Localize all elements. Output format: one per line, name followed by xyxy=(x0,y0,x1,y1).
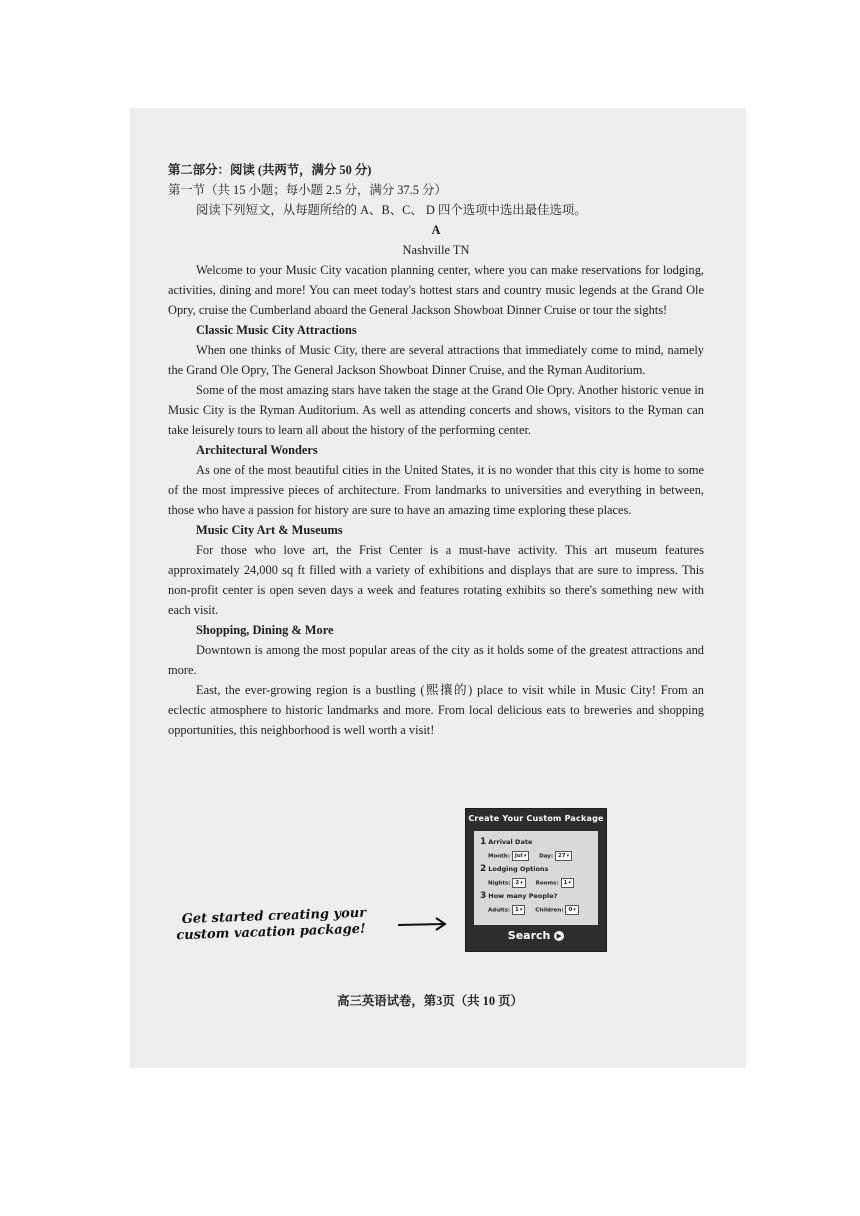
step-label: Arrival Date xyxy=(488,838,533,846)
intro-paragraph: Welcome to your Music City vacation planning center, where you can make reservations for lodging, activities, dining and more! You can meet today's hottest stars and country music legends at the Grand Ole Opry, cruise the Cumberland aboard the General Jackson Showboat Dinner Cruise or tour the sights! xyxy=(168,263,704,317)
chevron-down-icon: ▾ xyxy=(520,880,523,886)
paragraph: For those who love art, the Frist Center is a must-have activity. This art museum features approximately 24,000 sq ft filled with a variety of exhibitions and displays that are sure to impress. This non-profit center is open seven days a week and features rotating exhibits so there's something new with each visit. xyxy=(168,543,704,617)
day-select[interactable] xyxy=(555,851,572,861)
step-label: Lodging Options xyxy=(488,865,549,873)
instruction: 阅读下列短文，从每题所给的 A、B、C、 D 四个选项中选出最佳选项。 xyxy=(196,203,587,217)
search-button[interactable] xyxy=(466,929,606,942)
paragraph: When one thinks of Music City, there are several attractions that immediately come to mind, namely the Grand Ole Opry, The General Jackson Showboat Dinner Cruise, and the Ryman Auditorium. xyxy=(168,343,704,377)
passage-title: Nashville TN xyxy=(402,243,470,257)
section-heading: 第二部分：阅读 (共两节，满分 50 分) xyxy=(168,163,372,177)
widget-form xyxy=(474,831,598,925)
children-value: 0 xyxy=(568,907,573,913)
rooms-value: 1 xyxy=(563,880,568,886)
day-label: Day: xyxy=(539,853,554,860)
people-row xyxy=(488,905,587,915)
note-line: Get started creating your xyxy=(181,905,367,928)
section-heading-architecture: Architectural Wonders xyxy=(196,443,318,457)
section-heading-shopping: Shopping, Dining & More xyxy=(196,623,334,637)
day-value: 27 xyxy=(557,853,566,859)
adults-label: Adults: xyxy=(488,907,511,914)
step-arrival xyxy=(480,837,532,847)
step-number: 3 xyxy=(480,891,487,901)
rooms-label: Rooms: xyxy=(535,880,559,887)
step-lodging xyxy=(480,864,548,874)
step-label: How many People? xyxy=(488,892,558,900)
step-people xyxy=(480,891,557,901)
step-number: 1 xyxy=(480,837,487,847)
chevron-down-icon: ▾ xyxy=(568,880,571,886)
paragraph: Downtown is among the most popular areas of the city as it holds some of the greatest attractions and more. xyxy=(168,643,704,677)
nights-value: 2 xyxy=(515,880,520,886)
play-circle-icon: ▶ xyxy=(554,931,564,941)
section-heading-art: Music City Art & Museums xyxy=(196,523,343,537)
adults-value: 1 xyxy=(515,907,519,913)
section-heading-attractions: Classic Music City Attractions xyxy=(196,323,357,337)
lodging-row xyxy=(488,878,582,888)
chevron-down-icon: ▾ xyxy=(523,853,527,859)
chevron-down-icon: ▾ xyxy=(566,853,570,859)
custom-package-widget xyxy=(465,808,607,952)
widget-title: Create Your Custom Package xyxy=(468,814,604,823)
search-label: Search xyxy=(507,929,551,942)
page-footer: 高三英语试卷，第3页（共 10 页） xyxy=(337,994,523,1008)
month-value: Jul xyxy=(514,853,523,859)
children-label: Children: xyxy=(535,907,564,914)
children-select[interactable] xyxy=(565,905,578,915)
arrow-right-icon xyxy=(396,916,448,932)
note-line: custom vacation package! xyxy=(176,921,366,944)
paragraph: East, the ever-growing region is a bustling (熙攘的) place to visit while in Music City! From an eclectic atmosphere to historic landmarks and more. From local delicious eats to breweries and shopping opportunities, this neighborhood is well worth a visit! xyxy=(168,683,704,737)
month-label: Month: xyxy=(488,853,510,860)
nights-label: Nights: xyxy=(488,880,511,887)
nights-select[interactable] xyxy=(512,878,525,888)
adults-select[interactable] xyxy=(512,905,525,915)
paragraph: Some of the most amazing stars have taken the stage at the Grand Ole Opry. Another historic venue in Music City is the Ryman Auditorium. As well as attending concerts and shows, visitors to the Ryman can take leisurely tours to learn all about the history of the performing center. xyxy=(168,383,704,437)
chevron-down-icon: ▾ xyxy=(519,907,523,913)
paragraph: As one of the most beautiful cities in the United States, it is no wonder that this city is home to some of the most impressive pieces of architecture. From landmarks to universities and everything in between, those who have a passion for history are sure to have an amazing time exploring these places. xyxy=(168,463,704,517)
subsection-heading: 第一节（共 15 小题；每小题 2.5 分，满分 37.5 分） xyxy=(168,183,447,197)
rooms-select[interactable] xyxy=(561,878,574,888)
chevron-down-icon: ▾ xyxy=(573,907,576,913)
arrival-row xyxy=(488,851,580,861)
passage-letter: A xyxy=(431,223,441,237)
month-select[interactable] xyxy=(512,851,529,861)
exam-page xyxy=(168,160,704,740)
step-number: 2 xyxy=(480,864,487,874)
